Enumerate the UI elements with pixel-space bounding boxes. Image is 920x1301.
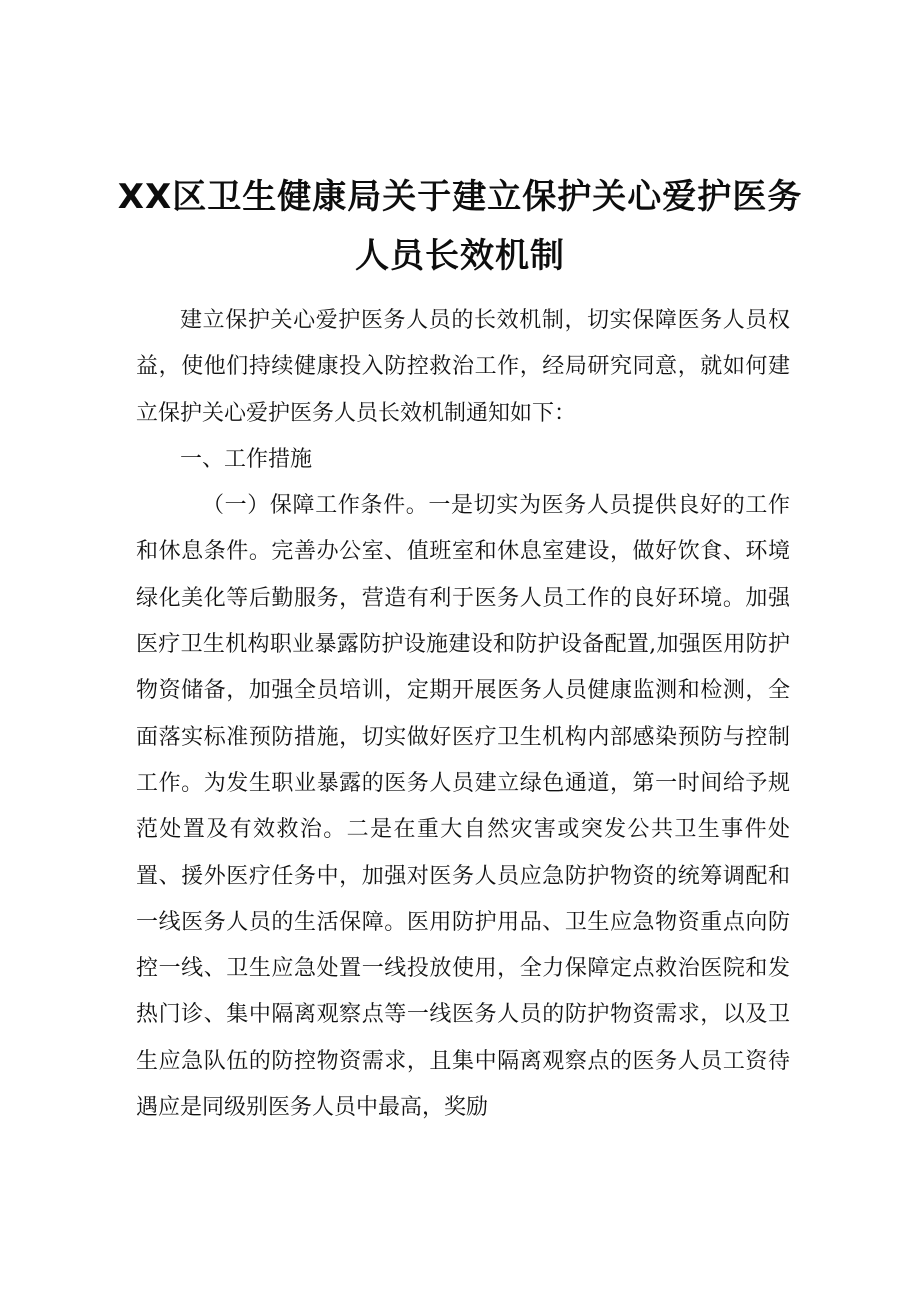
intro-paragraph: 建立保护关心爱护医务人员的长效机制，切实保障医务人员权益，使他们持续健康投入防控救治工作，经局研究同意，就如何建立保护关心爱护医务人员长效机制通知如下：: [136, 308, 790, 426]
document-title-line-2: 人员长效机制: [355, 236, 565, 276]
section-item-paragraph: （一）保障工作条件。一是切实为医务人员提供良好的工作和休息条件。完善办公室、值班室和休息室建设，做好饮食、环境绿化美化等后勤服务，营造有利于医务人员工作的良好环境。加强医疗卫生机构职业暴露防护设施建设和防护设备配置,加强医用防护物资储备，加强全员培训，定期开展医务人员健康监测和检测，全面落实标准预防措施，切实做好医疗卫生机构内部感染预防与控制工作。为发生职业暴露的医务人员建立绿色通道，第一时间给予规范处置及有效救治。二是在重大自然灾害或突发公共卫生事件处置、援外医疗任务中，加强对医务人员应急防护物资的统筹调配和一线医务人员的生活保障。医用防护用品、卫生应急物资重点向防控一线、卫生应急处置一线投放使用，全力保障定点救治医院和发热门诊、集中隔离观察点等一线医务人员的防护物资需求，以及卫生应急队伍的防控物资需求，且集中隔离观察点的医务人员工资待遇应是同级别医务人员中最高，奖励: [136, 493, 790, 1121]
document-title-line-1: XX区卫生健康局关于建立保护关心爱护医务: [117, 177, 803, 217]
document-body: [136, 298, 790, 1131]
section-heading: 一、工作措施: [180, 446, 313, 472]
